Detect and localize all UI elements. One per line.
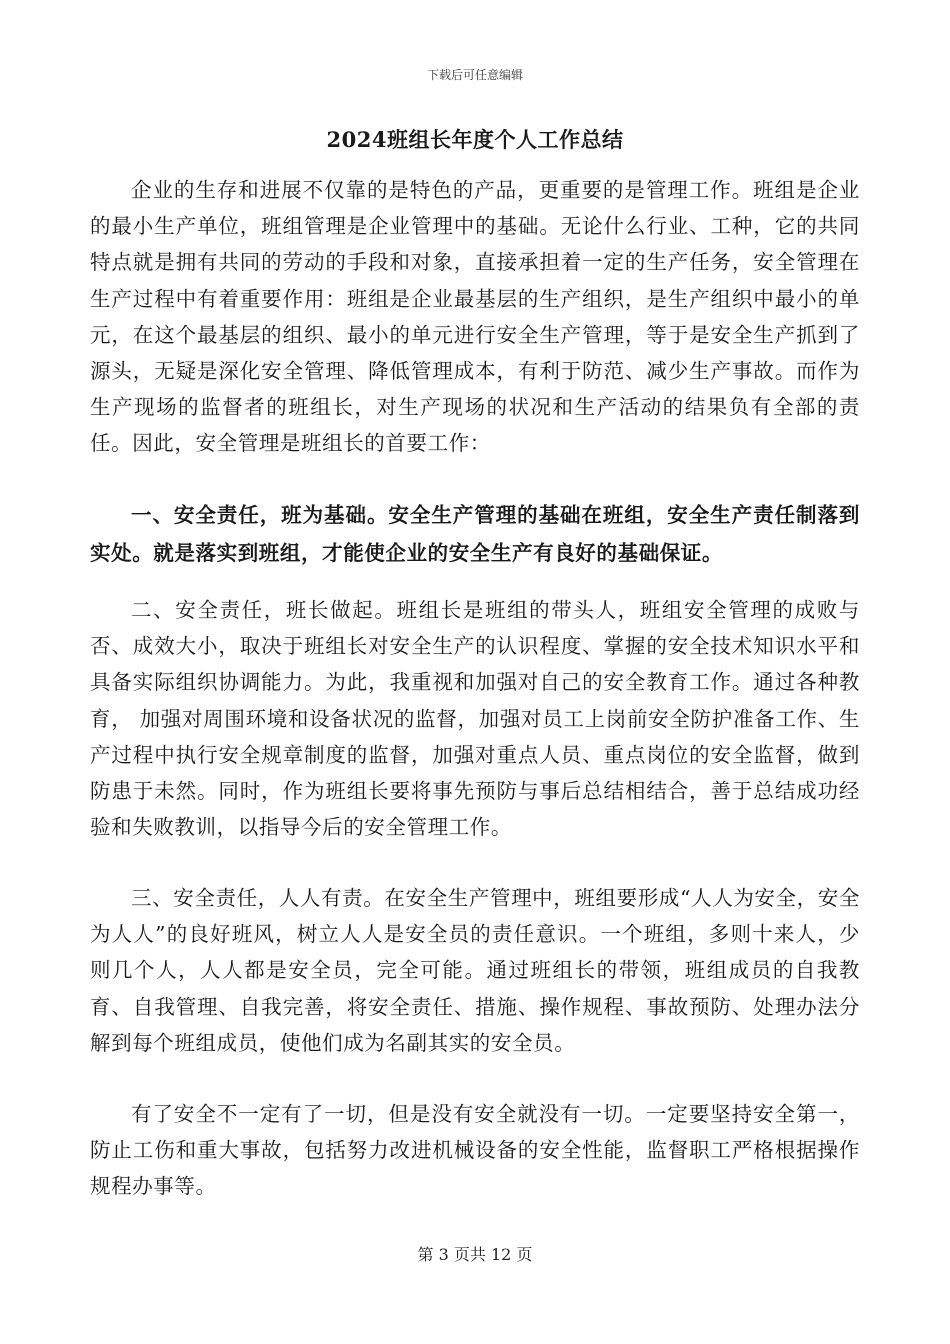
paragraph-section-1: 一、安全责任，班为基础。安全生产管理的基础在班组，安全生产责任制落到实处。就是落实到班组，才能使企业的安全生产有良好的基础保证。	[90, 503, 860, 565]
paragraph-section-3: 三、安全责任，人人有责。在安全生产管理中，班组要形成“人人为安全，安全为人人”的良好班风，树立人人是安全员的责任意识。一个班组，多则十来人，少则几个人，人人都是安全员，完全可能。通过班组长的带领，班组成员的自我教育、自我管理、自我完善，将安全责任、措施、操作规程、事故预防、处理办法分解到每个班组成员，使他们成为名副其实的安全员。	[90, 886, 860, 1055]
paragraph-conclusion: 有了安全不一定有了一切，但是没有安全就没有一切。一定要坚持安全第一，防止工伤和重大事故，包括努力改进机械设备的安全性能，监督职工严格根据操作规程办事等。	[90, 1102, 860, 1199]
document-title: 2024班组长年度个人工作总结	[326, 127, 624, 152]
page-number-footer: 第 3 页共 12 页	[417, 1245, 533, 1264]
paragraph-section-2: 二、安全责任，班长做起。班组长是班组的带头人，班组安全管理的成败与否、成效大小，取决于班组长对安全生产的认识程度、掌握的安全技术知识水平和具备实际组织协调能力。为此，我重视和加强对自己的安全教育工作。通过各种教育， 加强对周围环境和设备状况的监督，加强对员工上岗前安全防护准备工作、生产过程中执行安全规章制度的监督，加强对重点人员、重点岗位的安全监督，做到防患于未然。同时，作为班组长要将事先预防与事后总结相结合，善于总结成功经验和失败教训，以指导今后的安全管理工作。	[90, 598, 860, 840]
header-note: 下载后可任意编辑	[426, 68, 523, 82]
paragraph-intro: 企业的生存和进展不仅靠的是特色的产品，更重要的是管理工作。班组是企业的最小生产单位，班组管理是企业管理中的基础。无论什么行业、工种，它的共同特点就是拥有共同的劳动的手段和对象，直接承担着一定的生产任务，安全管理在生产过程中有着重要作用：班组是企业最基层的生产组织，是生产组织中最小的单元，在这个最基层的组织、最小的单元进行安全生产管理，等于是安全生产抓到了源头，无疑是深化安全管理、降低管理成本，有利于防范、减少生产事故。而作为生产现场的监督者的班组长，对生产现场的状况和生产活动的结果负有全部的责任。因此，安全管理是班组长的首要工作：	[90, 178, 860, 456]
